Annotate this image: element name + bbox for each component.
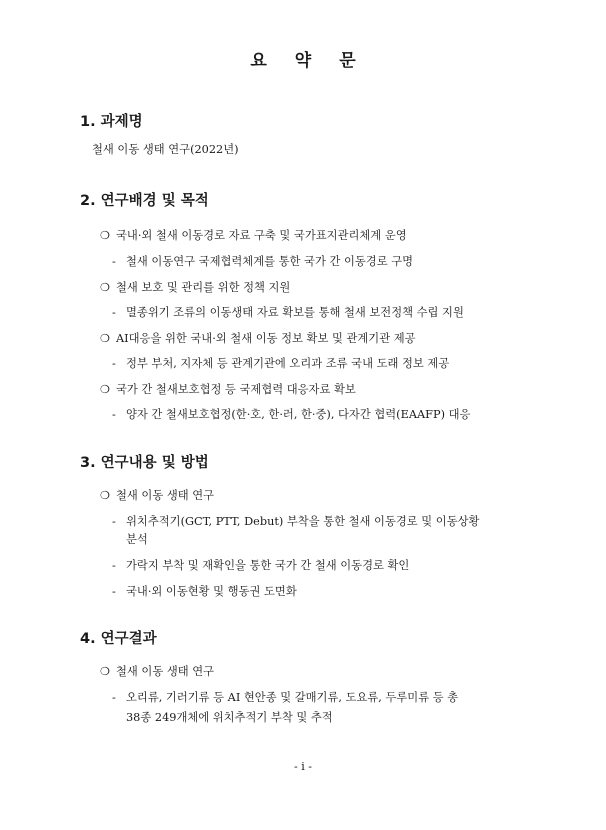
bullet-text: AI대응을 위한 국내·외 철새 이동 정보 확보 및 관계기관 제공 — [116, 332, 416, 345]
dash-marker: - — [112, 559, 116, 572]
dash-marker: - — [112, 515, 116, 528]
circle-bullet-icon: ❍ — [100, 383, 110, 396]
circle-bullet-icon: ❍ — [100, 281, 110, 294]
bullet-text: 철새 보호 및 관리를 위한 정책 지원 — [116, 281, 291, 294]
bullet-item — [100, 227, 407, 243]
page-number: - i - — [294, 760, 312, 773]
sub-item-text: 오리류, 기러기류 등 AI 현안종 및 갈매기류, 도요류, 두루미류 등 총 — [126, 691, 459, 704]
bullet-text: 철새 이동 생태 연구 — [116, 665, 215, 678]
sub-item — [112, 513, 479, 529]
circle-bullet-icon: ❍ — [100, 229, 110, 242]
sub-item-text: 국내·외 이동현황 및 행동권 도면화 — [126, 585, 297, 598]
bullet-text: 국가 간 철새보호협정 등 국제협력 대응자료 확보 — [116, 383, 356, 396]
dash-marker: - — [112, 691, 116, 704]
bullet-item — [100, 279, 290, 295]
sub-item-continuation: 분석 — [126, 533, 148, 546]
sub-item — [112, 304, 464, 320]
dash-marker: - — [112, 255, 116, 268]
sub-item — [112, 253, 413, 269]
bullet-text: 철새 이동 생태 연구 — [116, 489, 215, 502]
section-heading-3: 3. 연구내용 및 방법 — [80, 455, 209, 471]
dash-marker: - — [112, 306, 116, 319]
page-title: 요약문 — [250, 51, 384, 71]
dash-marker: - — [112, 585, 116, 598]
section-heading-1: 1. 과제명 — [80, 114, 143, 130]
sub-item — [112, 689, 458, 705]
sub-item — [112, 355, 449, 371]
sub-item-text: 위치추적기(GCT, PTT, Debut) 부착을 통한 철새 이동경로 및 이동상황 — [126, 515, 480, 528]
circle-bullet-icon: ❍ — [100, 665, 110, 678]
bullet-item — [100, 487, 214, 503]
sub-item — [112, 557, 409, 573]
sub-item — [112, 583, 297, 599]
dash-marker: - — [112, 408, 116, 421]
bullet-item — [100, 330, 416, 346]
sub-item-text: 정부 부처, 지자체 등 관계기관에 오리과 조류 국내 도래 정보 제공 — [126, 357, 450, 370]
bullet-item — [100, 663, 214, 679]
sub-item-continuation: 38종 249개체에 위치추적기 부착 및 추적 — [126, 711, 333, 724]
circle-bullet-icon: ❍ — [100, 489, 110, 502]
section-heading-2: 2. 연구배경 및 목적 — [80, 193, 209, 209]
sub-item-text: 가락지 부착 및 재확인을 통한 국가 간 철새 이동경로 확인 — [126, 559, 410, 572]
circle-bullet-icon: ❍ — [100, 332, 110, 345]
project-name-text: 철새 이동 생태 연구(2022년) — [92, 143, 239, 156]
sub-item-text: 멸종위기 조류의 이동생태 자료 확보를 통해 철새 보전정책 수립 지원 — [126, 306, 464, 319]
dash-marker: - — [112, 357, 116, 370]
sub-item-text: 양자 간 철새보호협정(한·호, 한·러, 한·중), 다자간 협력(EAAFP) 대응 — [126, 408, 471, 421]
section-heading-4: 4. 연구결과 — [80, 631, 157, 647]
bullet-item — [100, 381, 356, 397]
sub-item — [112, 406, 470, 422]
bullet-text: 국내·외 철새 이동경로 자료 구축 및 국가표지관리체계 운영 — [116, 229, 407, 242]
sub-item-text: 철새 이동연구 국제협력체계를 통한 국가 간 이동경로 구명 — [126, 255, 414, 268]
